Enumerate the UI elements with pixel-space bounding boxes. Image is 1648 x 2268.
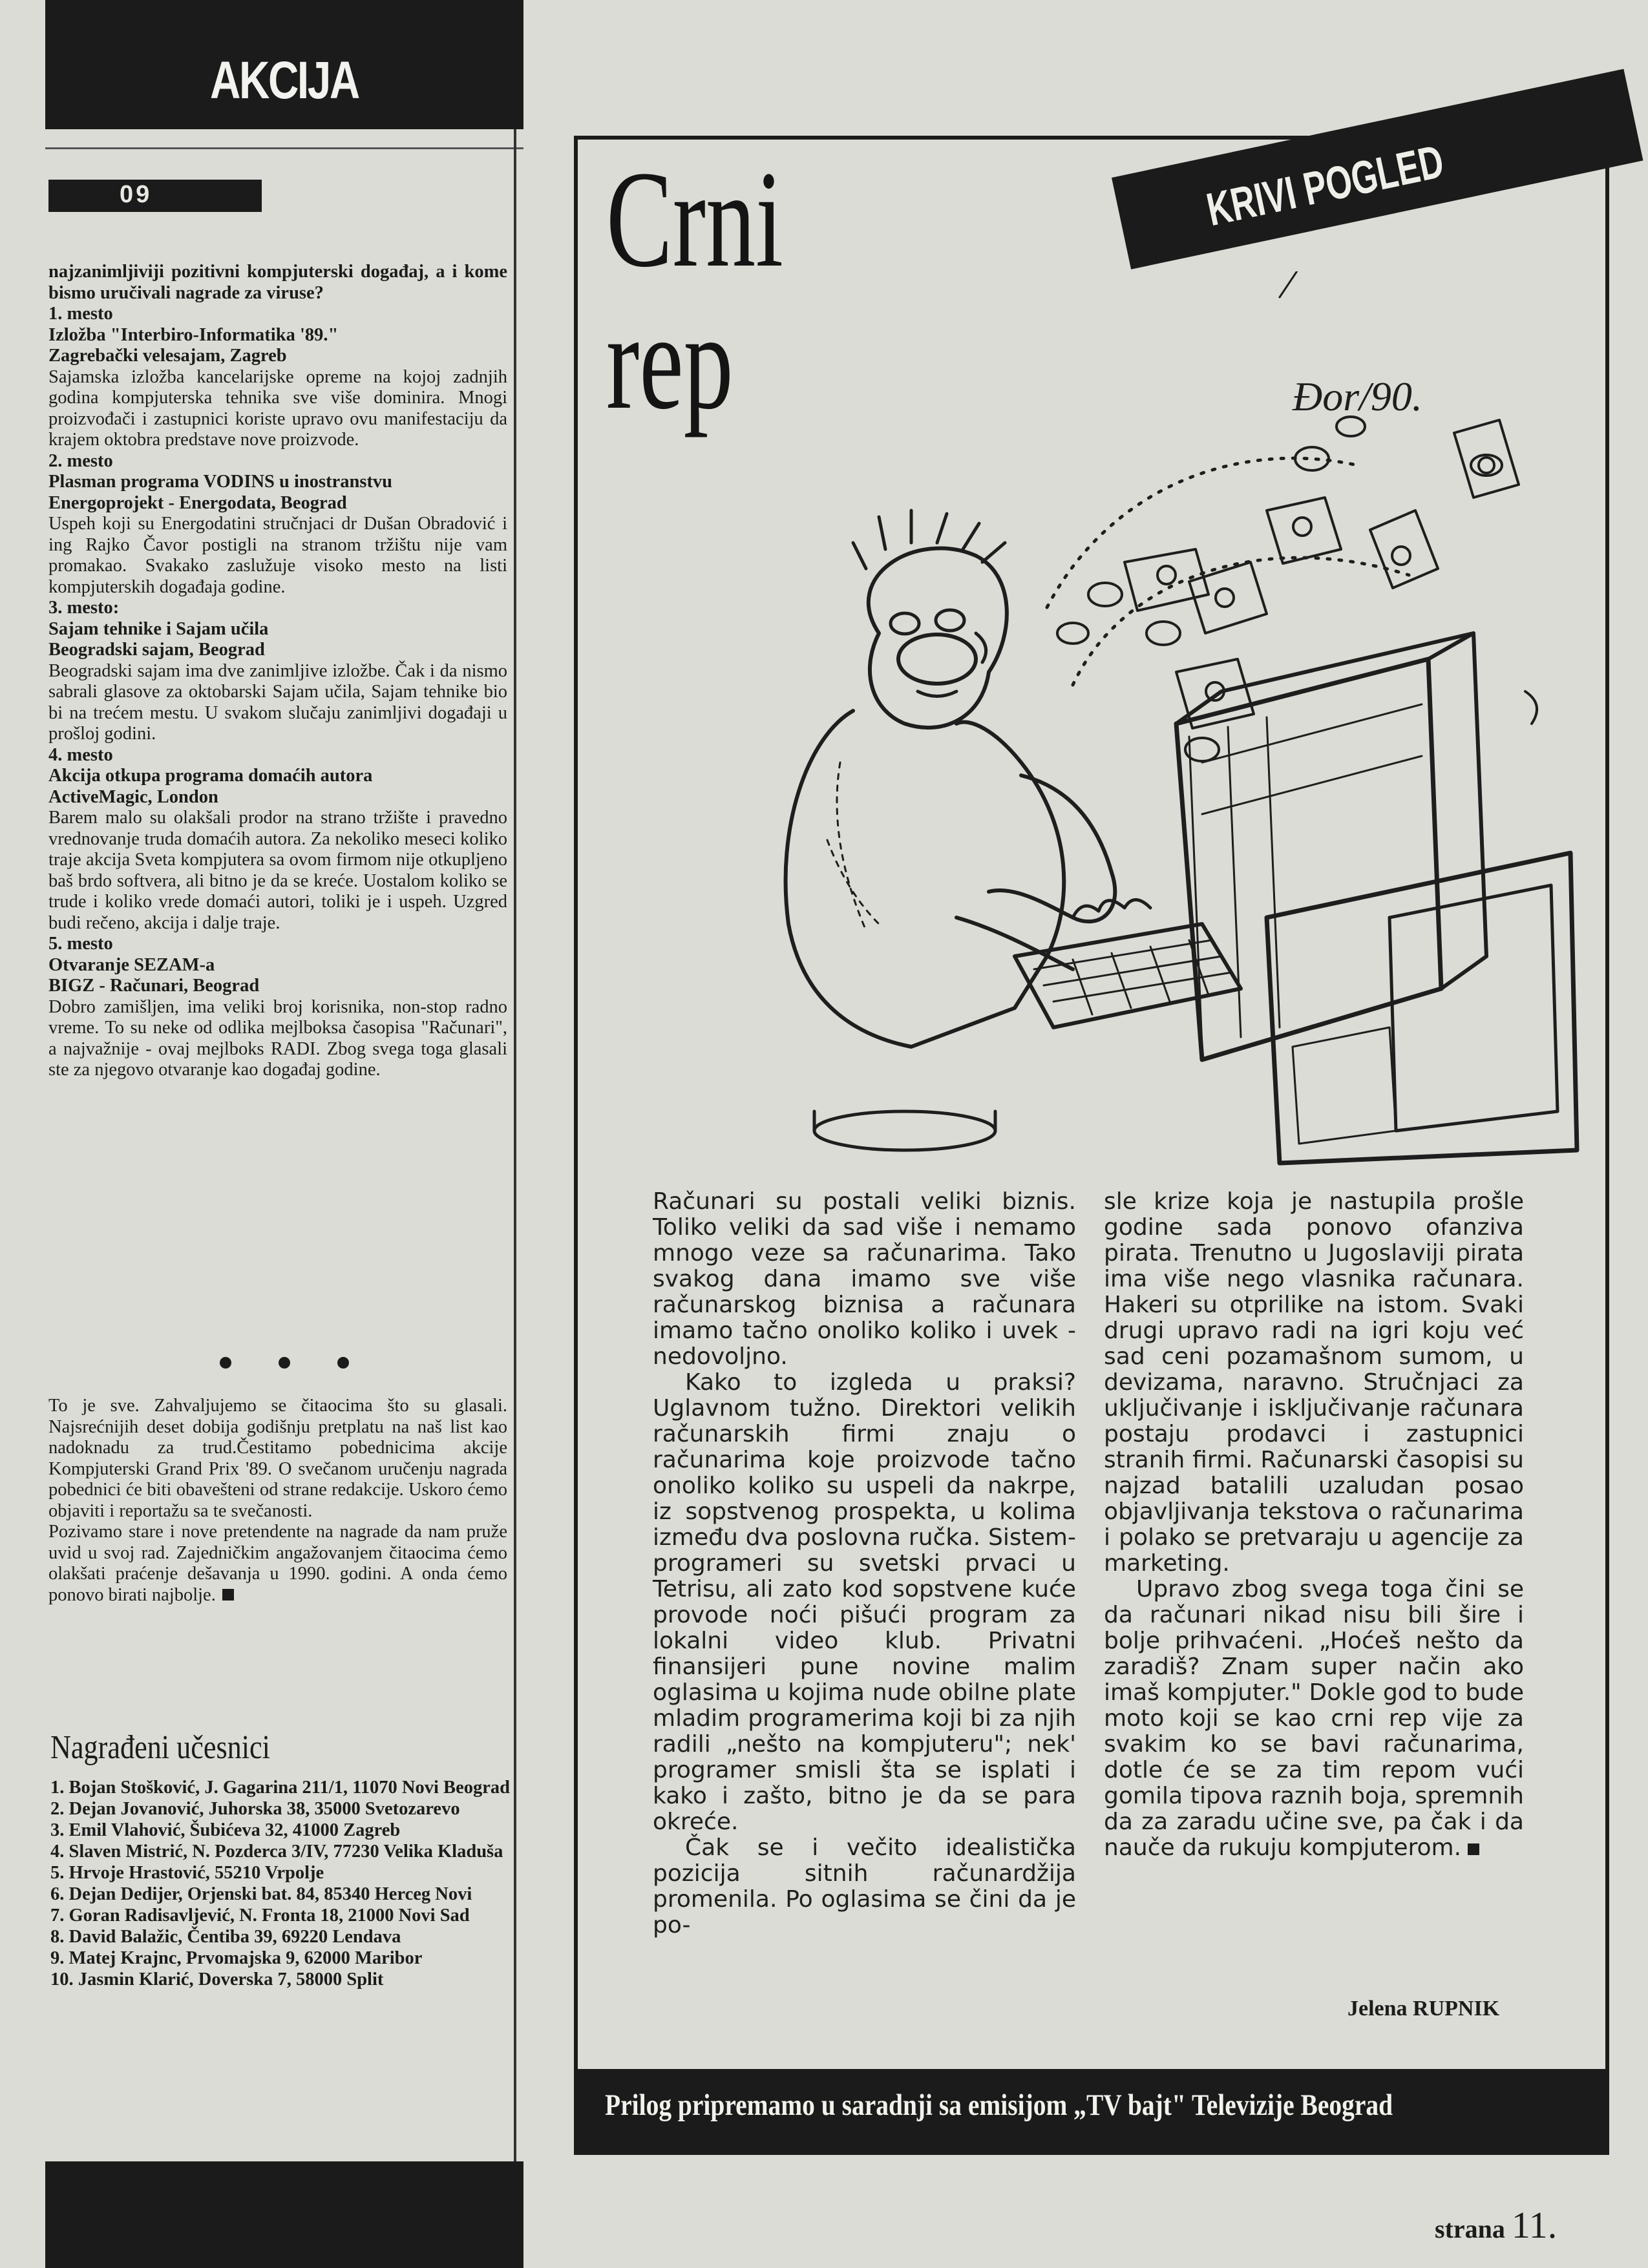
article-column-1 [653, 1189, 1076, 1938]
footer-banner [574, 2071, 1609, 2155]
section-header [45, 0, 523, 129]
footer-text: Prilog pripremamo u saradnji sa emisijom „TV bajt" Televizije Beograd [605, 2088, 1393, 2122]
winner-entry: 5. Hrvoje Hrastović, 55210 Vrpolje [50, 1863, 324, 1883]
winner-entry: 1. Bojan Stošković, J. Gagarina 211/1, 11070 Novi Beograd [50, 1778, 510, 1798]
bottom-bar [45, 2161, 523, 2268]
award-heading-line: najzanimljiviji pozitivni kompjuterski događaj, a i kome bismo uručivali nagrade za viruse? [48, 262, 507, 303]
award-heading-line: ActiveMagic, London [48, 786, 218, 807]
awards-list-text [48, 262, 507, 1081]
award-description: Sajamska izložba kancelarijske opreme na kojoj zadnjih godina kompjuterska tehnika sve više dominira. Mnogi proizvođači i zastupnici koriste upravo ovu manifestaciju da krajem oktobra predstave nove proizvode. [48, 366, 507, 450]
article-paragraph: Upravo zbog svega toga čini se da računari nikad nisu bili šire i bolje prihvaćeni. „Hoćeš nešto da zaradiš? Znam super način ako imaš kompjuter." Dokle god to bude moto koji se kao crni rep vije za svakim ko se bavi računarima, dotle će se za tim repom vući gomila tipova raznih boja, spremnih da za zaradu učine sve, pa čak i da nauče da rukuju kompjuterom. [1104, 1576, 1524, 1861]
award-heading-line: Plasman programa VODINS u inostranstvu [48, 472, 393, 492]
award-heading-line: Energoprojekt - Energodata, Beograd [48, 492, 347, 513]
winner-entry: 4. Slaven Mistrić, N. Pozderca 3/IV, 77230 Velika Kladuša [50, 1842, 503, 1862]
award-description: Barem malo su olakšali prodor na strano tržište i pravedno vrednovanje truda domaćih autora. Za nekoliko meseci koliko traje akcija Sveta kompjutera sa ovom firmom nije otkupljeno baš brdo softvera, ali bitno je da se kreće. Uostalom koliko se trude i koliko vrede domaći autori, toliki je i uspeh. Uzgred budi rečeno, akcija i dalje traje. [48, 808, 507, 933]
winner-entry: 10. Jasmin Klarić, Doverska 7, 58000 Split [50, 1969, 384, 1990]
section-tag [48, 180, 262, 212]
winner-entry: 2. Dejan Jovanović, Juhorska 38, 35000 Svetozarevo [50, 1799, 460, 1819]
dot-icon [220, 1357, 231, 1369]
winners-list [50, 1777, 511, 1990]
award-heading-line: Akcija otkupa programa domaćih autora [48, 766, 373, 786]
award-heading-line: 3. mesto: [48, 598, 120, 618]
award-heading-line: Sajam tehnike i Sajam učila [48, 618, 269, 639]
award-heading-line: BIGZ - Računari, Beograd [48, 976, 260, 996]
end-mark-icon [222, 1589, 234, 1601]
section-label: AKCIJA [210, 51, 359, 110]
winner-entry: 7. Goran Radisavljević, N. Fronta 18, 21000 Novi Sad [50, 1906, 470, 1926]
divider [45, 147, 523, 149]
article-column-2 [1104, 1189, 1524, 1861]
award-description: Uspeh koji su Energodatini stručnjaci dr Dušan Obradović i ing Rajko Čavor postigli na stranom tržištu nije vam promakao. Svakako zaslužuje visoko mesto na listi kompjuterskih događaja godine. [48, 514, 507, 597]
article-paragraph: Čak se i večito idealistička pozicija sitnih računardžija promenila. Po oglasima se čini da je po- [653, 1834, 1076, 1938]
article-paragraph: Kako to izgleda u praksi? Uglavnom tužno. Direktori velikih računarskih firmi znaju o računarima koje proizvode tačno onoliko koliko su uspeli da nakrpe, iz sopstvenog prospekta, u kolima između dva poslovna ručka. Sistem-programeri su svetski prvaci u Tetrisu, ali zato kod sopstvene kuće provode noći pišući program za lokalni video klub. Privatni finansijeri pune novine malim oglasima u kojima nude obilne plate mladim programerima koji bi za njih radili „nešto na kompjuteru"; nek' programer smisli šta se isplati i kako i zašto, bitno je da se para okreće. [653, 1369, 1076, 1835]
award-heading-line: 5. mesto [48, 934, 113, 954]
award-heading-line: 4. mesto [48, 744, 113, 765]
award-heading-line: Otvaranje SEZAM-a [48, 954, 215, 975]
outro-text [48, 1396, 507, 1606]
dot-icon [337, 1357, 349, 1369]
section-tag-label: 09 [120, 181, 153, 208]
article-paragraph: sle krize koja je nastupila prošle godine sada ponovo ofanziva pirata. Trenutno u Jugoslaviji pirata ima više nego vlasnika računara. Hakeri su otprilike na istom. Svaki drugi upravo radi na igri koju već sad ceni pozamašnom sumom, u devizama, naravno. Stručnjaci za uključivanje i isključivanje računara postaju prodavci i zastupnici stranih firmi. Računarski časopisi su najzad batalili uzaludan posao objavljivanja tekstova o računarima i polako se pretvaraju u agencije za marketing. [1104, 1188, 1524, 1577]
winner-entry: 9. Matej Krajnc, Prvomajska 9, 62000 Maribor [50, 1948, 423, 1968]
author-byline: Jelena RUPNIK [1347, 1997, 1500, 2021]
award-heading-line: Zagrebački velesajam, Zagreb [48, 346, 287, 366]
cartoon-illustration [711, 271, 1596, 1176]
artist-signature: Đor/90. [1293, 373, 1422, 419]
article-paragraph: Računari su postali veliki biznis. Toliko veliki da sad više i nemamo mnogo veze sa računarima. Tako svakog dana imamo sve više računarskog biznisa a računara imamo tačno onoliko koliko i uvek - nedovoljno. [653, 1188, 1076, 1370]
dot-icon [279, 1357, 290, 1369]
award-description: Beogradski sajam ima dve zanimljive izložbe. Čak i da nismo sabrali glasove za oktobarski Sajam učila, Sajam tehnike bio bi na trećem mestu. U svakom slučaju zanimljivi događaji u prošloj godini. [48, 660, 507, 744]
article-title: Crni rep [606, 143, 783, 438]
end-mark-icon [1468, 1843, 1479, 1855]
outro-paragraph: To je sve. Zahvaljujemo se čitaocima što su glasali. Najsrećnijih deset dobija godišnju pretplatu na naš list kao nadoknadu za trud.Čestitamo pobednicima akcije Kompjuterski Grand Prix '89. O svečanom uručenju nagrada pobednici će biti obavešteni od strane redakcije. Uskoro ćemo objaviti i reportažu sa te svečanosti. [48, 1396, 507, 1521]
separator-dots [220, 1357, 349, 1369]
column-divider [514, 129, 516, 2236]
rubric-label: KRIVI POGLED [1202, 135, 1448, 236]
page-number: strana 11. [1435, 2204, 1558, 2246]
outro-paragraph: Pozivamo stare i nove pretendente na nagrade da nam pruže uvid u svoj rad. Zajedničkim angažovanjem čitaocima ćemo olakšati praćenje dešavanja u 1990. godini. A onda ćemo ponovo birati najbolje. [48, 1522, 507, 1605]
award-heading-line: 1. mesto [48, 304, 113, 324]
awards-heading: Nagrađeni učesnici [50, 1729, 270, 1766]
award-heading-line: Beogradski sajam, Beograd [48, 640, 265, 660]
award-heading-line: 2. mesto [48, 450, 113, 471]
award-description: Dobro zamišljen, ima veliki broj korisnika, non-stop radno vreme. To su neke od odlika mejlboksa časopisa "Računari", a najvažnije - ovaj mejlboks RADI. Zbog svega toga glasali ste za njegovo otvaranje kao događaj godine. [48, 996, 507, 1080]
winner-entry: 3. Emil Vlahović, Šubićeva 32, 41000 Zagreb [50, 1820, 401, 1840]
award-heading-line: Izložba "Interbiro-Informatika '89." [48, 324, 339, 345]
winner-entry: 8. David Balažic, Čentiba 39, 69220 Lendava [50, 1927, 401, 1947]
winner-entry: 6. Dejan Dedijer, Orjenski bat. 84, 85340 Herceg Novi [50, 1884, 472, 1904]
